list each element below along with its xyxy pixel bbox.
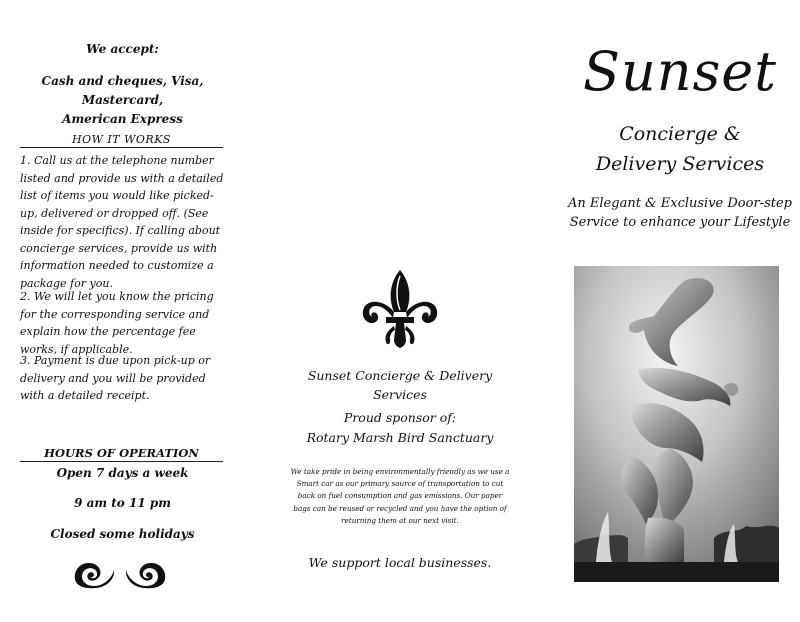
tagline: An Elegant & Exclusive Door-step Service to enhance your Lifestyle (568, 196, 792, 230)
sponsor-block (290, 408, 510, 448)
sponsor-line: Rotary Marsh Bird Sanctuary (306, 430, 494, 445)
step-1-text: 1. Call us at the telephone number listed and provide us with a detailed list of items you would like picked-up, delivered or dropped off. (See inside for specifics). If calling about concierge services, provide us with information needed to customize a package for you. (20, 154, 224, 290)
accept-title: We accept: (86, 42, 159, 56)
hours-line: Closed some holidays (50, 527, 195, 541)
scroll-ornament-icon (70, 556, 170, 590)
hours-heading: HOURS OF OPERATION (20, 446, 223, 462)
company-name-line: Services (373, 387, 427, 402)
sponsor-line: Proud sponsor of: (343, 410, 457, 425)
brand-title: Sunset (583, 40, 777, 103)
dolphin-sculpture-photo (574, 266, 779, 582)
hours-line: 9 am to 11 pm (74, 496, 171, 510)
company-name (290, 366, 510, 404)
step-2-text: 2. We will let you know the pricing for the corresponding service and explain how the percentage fee works, if applicable. (20, 290, 214, 356)
left-panel (0, 0, 245, 622)
middle-panel (290, 0, 510, 622)
accept-line: American Express (62, 112, 183, 126)
fleur-de-lis-icon (360, 268, 440, 350)
how-it-works-heading: HOW IT WORKS (20, 133, 223, 148)
right-panel (560, 0, 800, 622)
company-name-line: Sunset Concierge & Delivery (307, 368, 493, 383)
brand-subtitle (560, 119, 800, 179)
environment-statement: We take pride in being environmentally friendly as we use a Smart car as our primary source of transportation to cut back on fuel consumption and gas emissions. Our paper bags can be reused or recycled and you have the option of returning them at our next visit. (290, 467, 510, 525)
support-local-text: We support local businesses. (308, 555, 492, 570)
subtitle-line: Concierge & (619, 123, 741, 145)
accept-methods (0, 72, 245, 129)
hours-line: Open 7 days a week (56, 466, 189, 480)
accept-line: Cash and cheques, Visa, Mastercard, (41, 74, 204, 107)
subtitle-line: Delivery Services (595, 153, 765, 175)
step-3-text: 3. Payment is due upon pick-up or delivery and you will be provided with a detailed receipt. (20, 354, 211, 402)
